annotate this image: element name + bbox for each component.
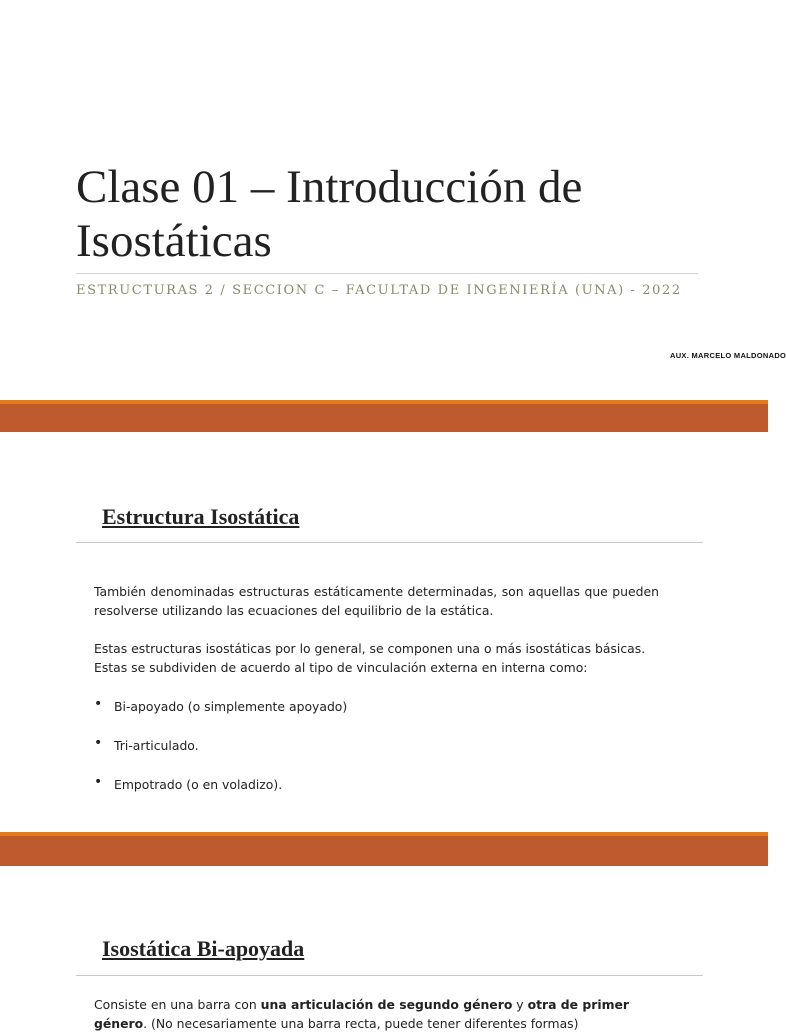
paragraph-composition-line1: Estas estructuras isostáticas por lo general, se componen una o más isostáticas básicas. <box>94 641 646 656</box>
support-type-list <box>94 697 659 814</box>
bullet-icon: • <box>94 696 103 712</box>
slide-title: Clase 01 – Introducción de Isostáticas <box>76 161 583 267</box>
title-divider <box>76 273 698 274</box>
slide-separator <box>0 400 768 432</box>
paragraph-definition: También denominadas estructuras estáticamente determinadas, son aquellas que pueden resolverse utilizando las ecuaciones del equilibrio de la estática. <box>94 584 659 618</box>
slide-heading: Isostática Bi-apoyada <box>102 936 305 961</box>
title-slide <box>0 0 786 400</box>
slide-separator <box>0 832 768 866</box>
bullet-icon: • <box>94 774 103 790</box>
slide-subtitle: ESTRUCTURAS 2 / SECCION C – FACULTAD DE INGENIERÍA (UNA) - 2022 <box>76 283 682 298</box>
heading-divider <box>76 542 703 543</box>
content-slide-isostatica-biapoyada <box>0 866 768 1031</box>
list-item: • Tri-articulado. <box>94 735 199 753</box>
paragraph-biapoyada: Consiste en una barra con una articulación de segundo género y otra de primer género. (No necesariamente una barra recta, puede tener diferentes formas) <box>94 997 630 1031</box>
heading-divider <box>76 975 703 976</box>
content-slide-estructura-isostatica <box>0 432 768 832</box>
bullet-icon: • <box>94 735 103 751</box>
slide-heading: Estructura Isostática <box>102 504 300 529</box>
list-item: • Empotrado (o en voladizo). <box>94 774 283 792</box>
paragraph-composition-line2: Estas se subdividen de acuerdo al tipo de vinculación externa en interna como: <box>94 660 588 675</box>
author-name: AUX. MARCELO MALDONADO <box>670 351 786 360</box>
list-item: • Bi-apoyado (o simplemente apoyado) <box>94 696 348 714</box>
